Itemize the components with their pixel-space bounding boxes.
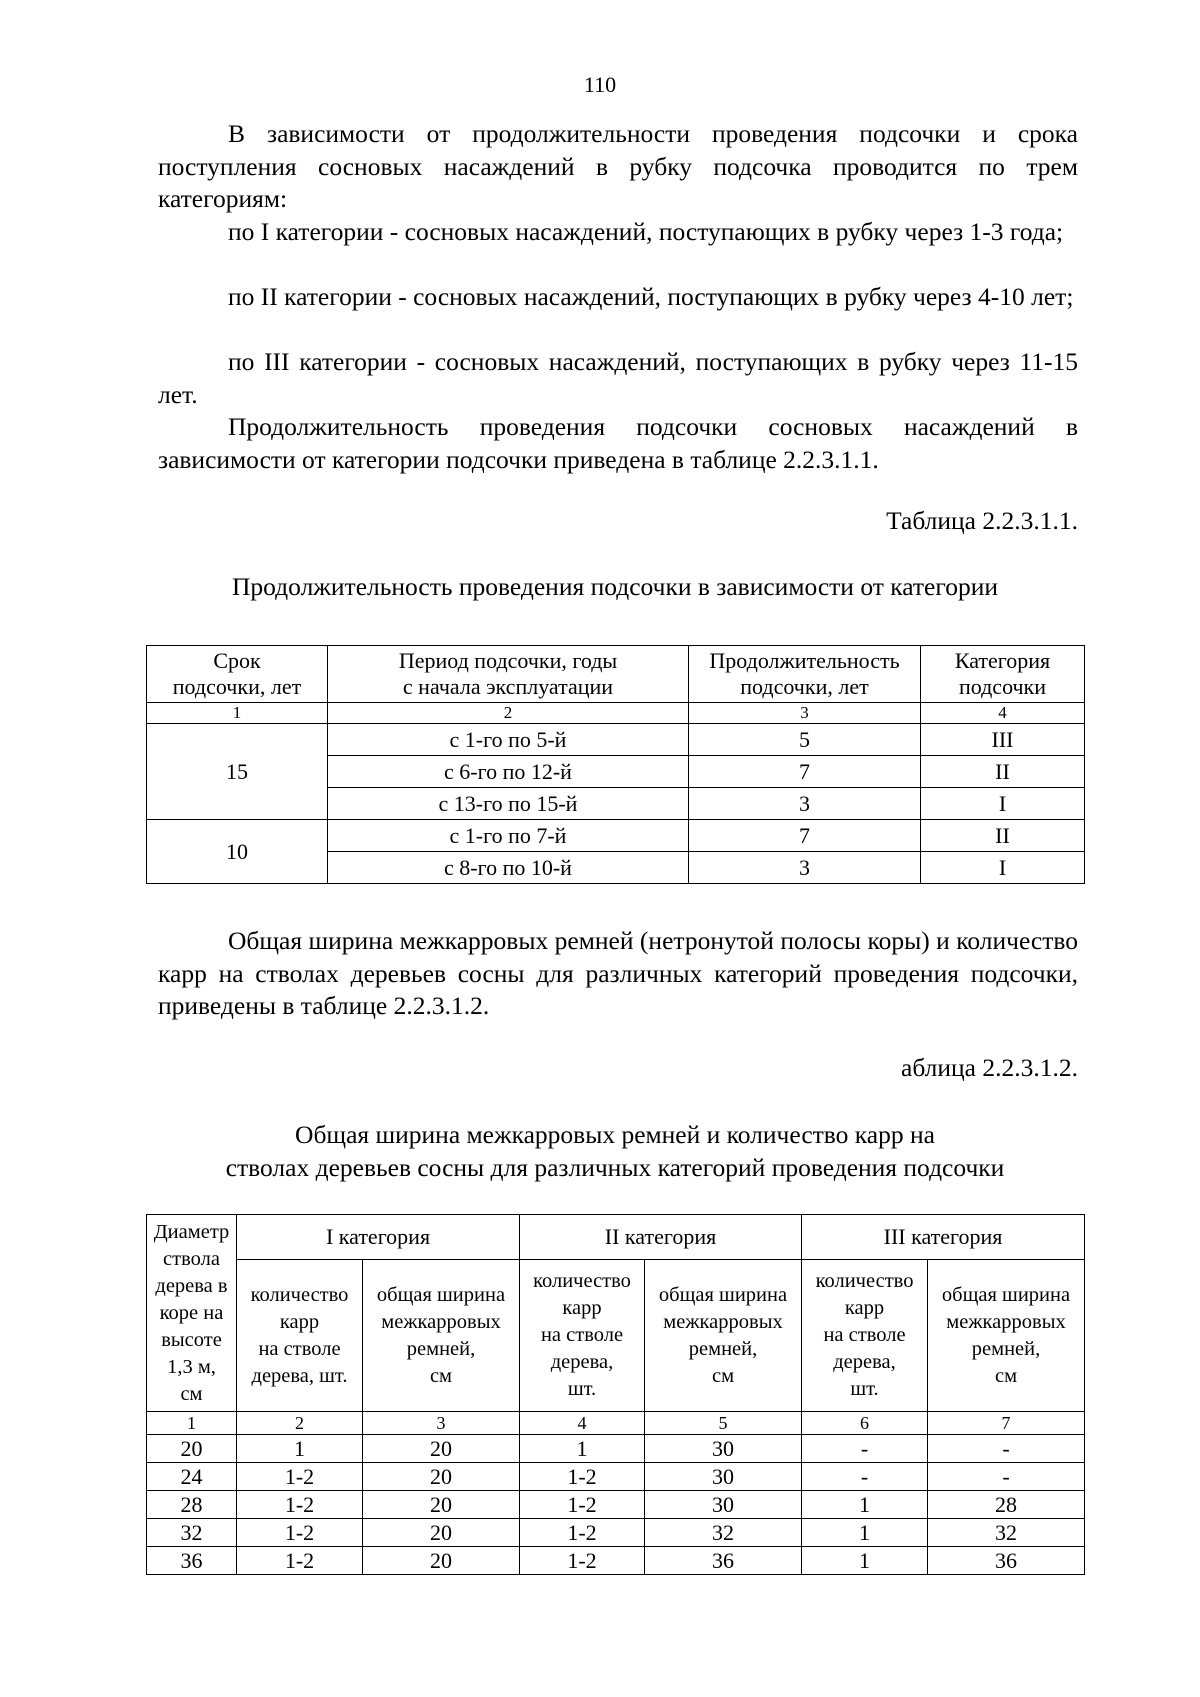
table-row: [147, 1491, 1085, 1519]
header-line: на стволе: [258, 1337, 341, 1360]
paragraph-table2-intro-text: Общая ширина межкарровых ремней (нетронутой полосы коры) и количество карр на стволах деревьев сосны для различных категорий проведения подсочки, приведены в таблице 2.2.3.1.2.: [158, 926, 1078, 1020]
header-line: см: [180, 1382, 203, 1405]
paragraph-duration-text: Продолжительность проведения подсочки сосновых насаждений в зависимости от категории подсочки приведена в таблице 2.2.3.1.1.: [158, 412, 1078, 474]
table-cell: 20: [363, 1547, 520, 1575]
table-row: [147, 1463, 1085, 1491]
table-cell: 20: [363, 1519, 520, 1547]
category-cell: II: [921, 756, 1085, 788]
duration-cell: 7: [689, 820, 921, 852]
period-cell: с 1-го по 5-й: [328, 724, 689, 756]
table1-caption: Продолжительность проведения подсочки в зависимости от категории: [232, 572, 998, 601]
paragraph-category-1-text: по I категории - сосновых насаждений, поступающих в рубку через 1-3 года;: [228, 217, 1064, 246]
period-cell: с 1-го по 7-й: [328, 820, 689, 852]
header-line: на стволе: [540, 1324, 624, 1347]
header-line: шт.: [850, 1378, 879, 1401]
column-number: 1: [147, 703, 328, 724]
table1-label: Таблица 2.2.3.1.1.: [886, 506, 1078, 535]
table1-header-term: [147, 646, 328, 703]
page-number: 110: [583, 72, 617, 97]
paragraph-intro-text: В зависимости от продолжительности проведения подсочки и срока поступления сосновых насаждений в рубку подсочка проводится по трем категориям:: [158, 119, 1078, 213]
column-number: 4: [921, 703, 1085, 724]
table1-header-duration: [689, 646, 921, 703]
table-row: [147, 724, 1085, 756]
table-cell: 1: [237, 1435, 363, 1463]
header-line: дерева,: [550, 1351, 614, 1374]
header-line: межкарровых: [946, 1310, 1066, 1333]
header-line: Категория: [954, 648, 1051, 673]
header-line: подсочки: [958, 674, 1047, 699]
table-cell: 24: [147, 1463, 237, 1491]
header-line: подсочки, лет: [740, 674, 869, 699]
table2-header-row-2: [147, 1260, 1085, 1412]
table-cell: 36: [928, 1547, 1085, 1575]
column-number: 2: [237, 1412, 363, 1435]
table-row: [147, 1547, 1085, 1575]
carr-count-header: [237, 1260, 363, 1412]
header-line: Срок: [213, 648, 261, 673]
header-line: см: [711, 1364, 735, 1387]
header-line: Диаметр: [153, 1220, 230, 1243]
duration-cell: 3: [689, 852, 921, 884]
category-cell: I: [921, 788, 1085, 820]
table-cell: 20: [363, 1463, 520, 1491]
column-number: 1: [147, 1412, 237, 1435]
carr-count-header: [802, 1260, 928, 1412]
table-cell: 1: [520, 1435, 645, 1463]
header-line: общая ширина: [941, 1283, 1071, 1306]
header-line: дерева в: [155, 1274, 228, 1297]
table2-caption-line-2: стволах деревьев сосны для различных категорий проведения подсочки: [225, 1153, 1005, 1182]
table-cell: 1-2: [520, 1491, 645, 1519]
duration-cell: 7: [689, 756, 921, 788]
header-line: ремней,: [406, 1337, 476, 1360]
table2-header-row-1: [147, 1215, 1085, 1260]
header-line: Продолжительность: [709, 648, 900, 673]
paragraph-category-1: [158, 216, 1078, 249]
table2-column-numbers: [147, 1412, 1085, 1435]
table-cell: 20: [363, 1491, 520, 1519]
header-line: см: [994, 1364, 1018, 1387]
table-cell: 30: [645, 1463, 802, 1491]
table-cell: 32: [645, 1519, 802, 1547]
table-cell: 20: [147, 1435, 237, 1463]
paragraph-category-2: [158, 281, 1078, 314]
duration-cell: 3: [689, 788, 921, 820]
table-cell: 1-2: [237, 1463, 363, 1491]
table-cell: 1: [802, 1519, 928, 1547]
table-row: [147, 820, 1085, 852]
paragraph-duration: [158, 411, 1078, 476]
category-2-header: II категория: [520, 1215, 802, 1260]
header-line: см: [429, 1364, 453, 1387]
period-cell: с 6-го по 12-й: [328, 756, 689, 788]
category-1-header: I категория: [237, 1215, 520, 1260]
header-line: количество: [250, 1283, 349, 1306]
header-line: высоте: [161, 1328, 222, 1351]
table-cell: -: [928, 1463, 1085, 1491]
column-number: 7: [928, 1412, 1085, 1435]
belt-width-header: [928, 1260, 1085, 1412]
table-cell: 1-2: [237, 1519, 363, 1547]
table-cell: 1-2: [520, 1519, 645, 1547]
table-cell: -: [802, 1435, 928, 1463]
period-cell: с 8-го по 10-й: [328, 852, 689, 884]
header-line: коре на: [159, 1301, 224, 1324]
header-line: ремней,: [971, 1337, 1041, 1360]
table-cell: 30: [645, 1435, 802, 1463]
diameter-header: [147, 1215, 237, 1412]
table1-header-period: [328, 646, 689, 703]
table-cell: 36: [147, 1547, 237, 1575]
table-row: [147, 1519, 1085, 1547]
period-cell: с 13-го по 15-й: [328, 788, 689, 820]
carr-count-header: [520, 1260, 645, 1412]
header-line: межкарровых: [381, 1310, 501, 1333]
table-cell: 1: [802, 1491, 928, 1519]
table-cell: 30: [645, 1491, 802, 1519]
term-cell: 10: [147, 820, 328, 884]
table-cell: 28: [147, 1491, 237, 1519]
table-cell: -: [802, 1463, 928, 1491]
table-cell: 32: [147, 1519, 237, 1547]
paragraph-category-2-text: по II категории - сосновых насаждений, поступающих в рубку через 4-10 лет;: [228, 282, 1074, 311]
paragraph-table2-intro: [158, 925, 1078, 1023]
paragraph-category-3: [158, 346, 1078, 411]
table-cell: 1-2: [520, 1547, 645, 1575]
category-cell: I: [921, 852, 1085, 884]
table2-caption: [150, 1118, 1080, 1184]
column-number: 2: [328, 703, 689, 724]
term-cell: 15: [147, 724, 328, 820]
header-line: шт.: [567, 1378, 597, 1401]
table-cell: 32: [928, 1519, 1085, 1547]
header-line: ремней,: [688, 1337, 758, 1360]
paragraph-category-3-text: по III категории - сосновых насаждений, поступающих в рубку через 11-15 лет.: [158, 347, 1078, 409]
table-belt-width-and-carr-count: [146, 1214, 1085, 1575]
table-cell: 28: [928, 1491, 1085, 1519]
header-line: межкарровых: [663, 1310, 783, 1333]
table-cell: 1-2: [237, 1491, 363, 1519]
header-line: подсочки, лет: [172, 674, 302, 699]
table-cell: 20: [363, 1435, 520, 1463]
category-cell: II: [921, 820, 1085, 852]
table-cell: 36: [645, 1547, 802, 1575]
column-number: 4: [520, 1412, 645, 1435]
table2-caption-line-1: Общая ширина межкарровых ремней и количество карр на: [295, 1120, 935, 1149]
header-line: Период подсочки, годы: [398, 648, 618, 673]
column-number: 3: [363, 1412, 520, 1435]
column-number: 3: [689, 703, 921, 724]
table-row: [147, 1435, 1085, 1463]
header-line: дерева,: [833, 1351, 896, 1374]
header-line: карр: [279, 1310, 320, 1333]
table1-column-numbers: [147, 703, 1085, 724]
table-cell: 1: [802, 1547, 928, 1575]
paragraph-intro: [158, 118, 1078, 216]
header-line: количество: [533, 1270, 631, 1293]
header-line: с начала эксплуатации: [402, 674, 614, 699]
header-line: карр: [844, 1297, 885, 1320]
belt-width-header: [363, 1260, 520, 1412]
header-line: ствола: [163, 1247, 220, 1270]
table-cell: 1-2: [237, 1547, 363, 1575]
header-line: карр: [562, 1297, 602, 1320]
header-line: количество: [815, 1270, 914, 1293]
column-number: 5: [645, 1412, 802, 1435]
category-3-header: III категория: [802, 1215, 1085, 1260]
table-cell: 1-2: [520, 1463, 645, 1491]
header-line: на стволе: [823, 1324, 906, 1347]
header-line: общая ширина: [376, 1283, 506, 1306]
table1-header-category: [921, 646, 1085, 703]
belt-width-header: [645, 1260, 802, 1412]
table2-label: аблица 2.2.3.1.2.: [901, 1053, 1078, 1082]
duration-cell: 5: [689, 724, 921, 756]
table-cell: -: [928, 1435, 1085, 1463]
category-cell: III: [921, 724, 1085, 756]
header-line: 1,3 м,: [167, 1355, 216, 1378]
header-line: дерева, шт.: [251, 1364, 348, 1387]
table1-header-row: [147, 646, 1085, 703]
table-duration-by-category: [146, 645, 1085, 884]
column-number: 6: [802, 1412, 928, 1435]
header-line: общая ширина: [658, 1283, 788, 1306]
